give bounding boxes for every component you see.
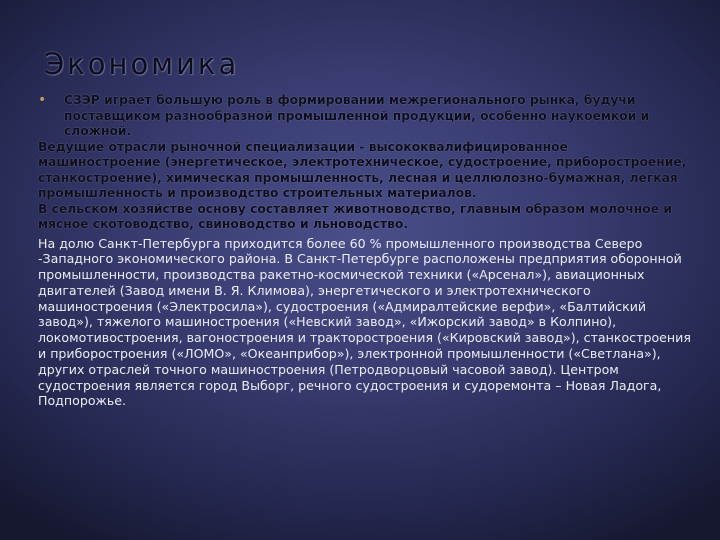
industries-paragraph: Ведущие отрасли рыночной специализации - высококвалифицированное машиностроение (энергетическое, электротехническое, судостроение, приборостроение, станкостроение), химическая промышленность, лесная и целлюлозно-бумажная, легкая промышленность и производство строительных материалов.: [38, 139, 687, 200]
spb-paragraph: На долю Санкт-Петербурга приходится более 60 % промышленного производства Северо -Западного экономического района. В Санкт-Петербурге расположены предприятия оборонной промышленности, производства ракетно-космической техники («Арсенал»), авиационных двигателей (Завод имени В. Я. Климова), энергетического и электротехнического машиностроения («Электросила»), судостроения («Адмиралтейские верфи», «Балтийский завод»), тяжелого машиностроения («Невский завод», «Ижорский завод» в Колпино), локомотивостроения, вагоностроения и тракторостроения («Кировский завод»), станкостроения и приборостроения («ЛОМО», «Океанприбор»), электронной промышленности («Светлана»), других отраслей точного машиностроения (Петродворцовый часовой завод). Центром судостроения является город Выборг, речного судостроения и судоремонта – Новая Ладога, Подпорожье.: [38, 235, 691, 409]
bullet-paragraph: СЗЭР играет большую роль в формировании межрегионального рынка, будучи поставщиком разнообразной промышленной продукции, особенно наукоемкой и сложной.: [64, 93, 650, 138]
slide-content: [38, 93, 694, 409]
slide-title: Экономика: [44, 47, 240, 81]
agriculture-paragraph: В сельском хозяйстве основу составляет животноводство, главным образом молочное и мясное скотоводство, свиноводство и льноводство.: [38, 201, 672, 231]
bullet-item: [38, 93, 694, 140]
bullet-icon: •: [38, 92, 47, 108]
